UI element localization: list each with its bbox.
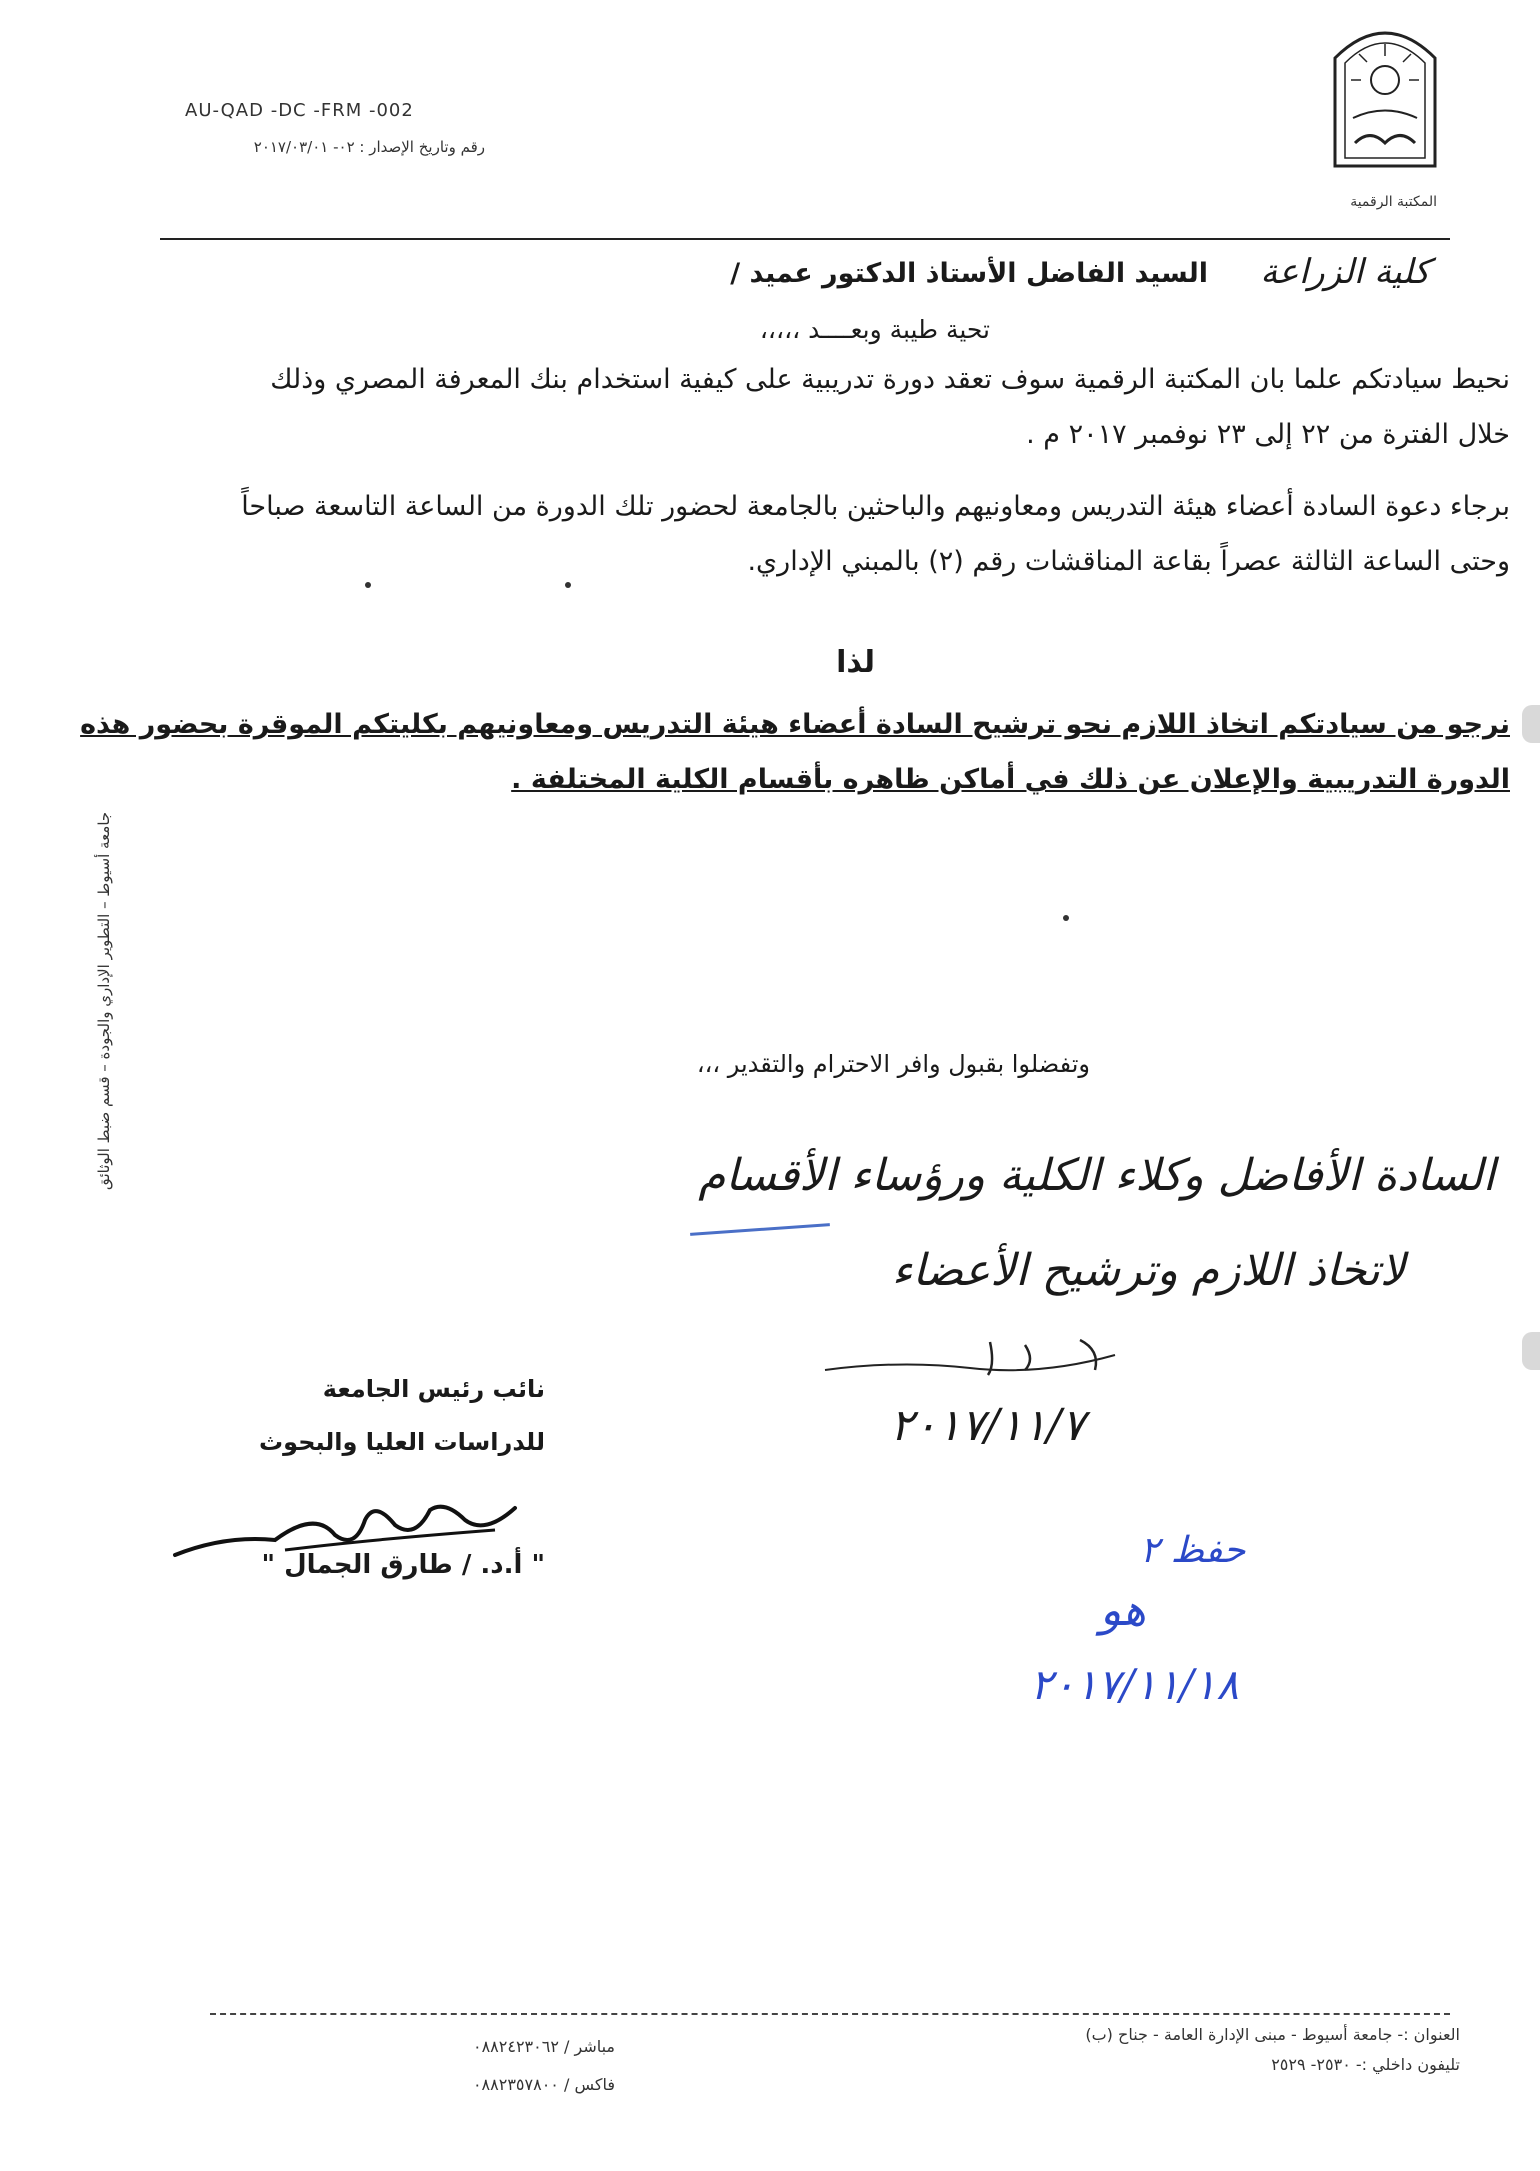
form-code: AU-QAD -DC -FRM -002 (185, 100, 414, 121)
signatory-title-line-2: للدراسات العليا والبحوث (259, 1428, 545, 1456)
footer-divider (210, 2013, 1450, 2015)
footer-internal-phone: تليفون داخلي :- ٢٥٣٠- ٢٥٢٩ (1271, 2055, 1460, 2074)
punch-hole (1522, 705, 1540, 743)
closing-line: وتفضلوا بقبول وافر الاحترام والتقدير ،،، (696, 1050, 1090, 1078)
blue-note-date: ٢٠١٧/١١/١٨ (1030, 1660, 1239, 1709)
stray-dot (565, 582, 571, 588)
salutation: السيد الفاضل الأستاذ الدكتور عميد / (730, 258, 1208, 289)
blue-underline-stroke (690, 1223, 830, 1236)
punch-hole (1522, 1332, 1540, 1370)
stray-dot (365, 582, 371, 588)
footer-address: العنوان :- جامعة أسيوط - مبنى الإدارة العامة - جناح (ب) (1085, 2025, 1460, 2044)
paragraph-1-line-2: خلال الفترة من ٢٢ إلى ٢٣ نوفمبر ٢٠١٧ م . (1026, 419, 1510, 450)
logo-caption: المكتبة الرقمية (1350, 194, 1437, 210)
signatory-name: " أ.د. / طارق الجمال " (261, 1550, 545, 1580)
stray-dot (1063, 915, 1069, 921)
signatory-title-line-1: نائب رئيس الجامعة (322, 1375, 545, 1403)
handwritten-note-line-2: لاتخاذ اللازم وترشيح الأعضاء (891, 1245, 1405, 1296)
handwritten-initials-icon (820, 1330, 1120, 1390)
handwritten-date: ٢٠١٧/١١/٧ (889, 1400, 1085, 1451)
paragraph-2-line-1: برجاء دعوة السادة أعضاء هيئة التدريس ومعاونيهم والباحثين بالجامعة لحضور تلك الدورة من الساعة التاسعة صباحاً (241, 491, 1510, 522)
blue-note-line-2: هو (1100, 1585, 1146, 1636)
header-divider (160, 238, 1450, 240)
university-logo-icon (1325, 18, 1445, 168)
handwritten-note-line-1: السادة الأفاضل وكلاء الكلية ورؤساء الأقسام (698, 1150, 1495, 1201)
paragraph-2-line-2: وحتى الساعة الثالثة عصراً بقاعة المناقشات رقم (٢) بالمبني الإداري. (747, 546, 1510, 577)
request-line-1: نرجو من سيادتكم اتخاذ اللازم نحو ترشيح السادة أعضاء هيئة التدريس ومعاونيهم بكليتكم الموقرة بحضور هذه (80, 709, 1510, 740)
side-margin-text: جامعة أسيوط – التطوير الإداري والجودة – قسم ضبط الوثائق (95, 811, 113, 1190)
blue-note-line-1: حفظ ٢ (1140, 1530, 1246, 1571)
greeting: تحية طيبة وبعــــد ،،،،، (759, 315, 990, 344)
paragraph-1-line-1: نحيط سيادتكم علما بان المكتبة الرقمية سوف تعقد دورة تدريبية على كيفية استخدام بنك المعرفة المصري وذلك (270, 364, 1510, 395)
footer-direct-phone: مباشر / ٠٨٨٢٤٢٣٠٦٢ (472, 2037, 615, 2056)
footer-fax: فاكس / ٠٨٨٢٣٥٧٨٠٠ (472, 2075, 615, 2094)
issue-line: رقم وتاريخ الإصدار : ٠٢- ٢٠١٧/٠٣/٠١ (253, 138, 485, 156)
request-line-2: الدورة التدريبية والإعلان عن ذلك في أماكن ظاهره بأقسام الكلية المختلفة . (511, 764, 1510, 795)
salutation-handwritten: كلية الزراعة (1260, 252, 1430, 292)
lidha-heading: لذا (836, 645, 875, 680)
